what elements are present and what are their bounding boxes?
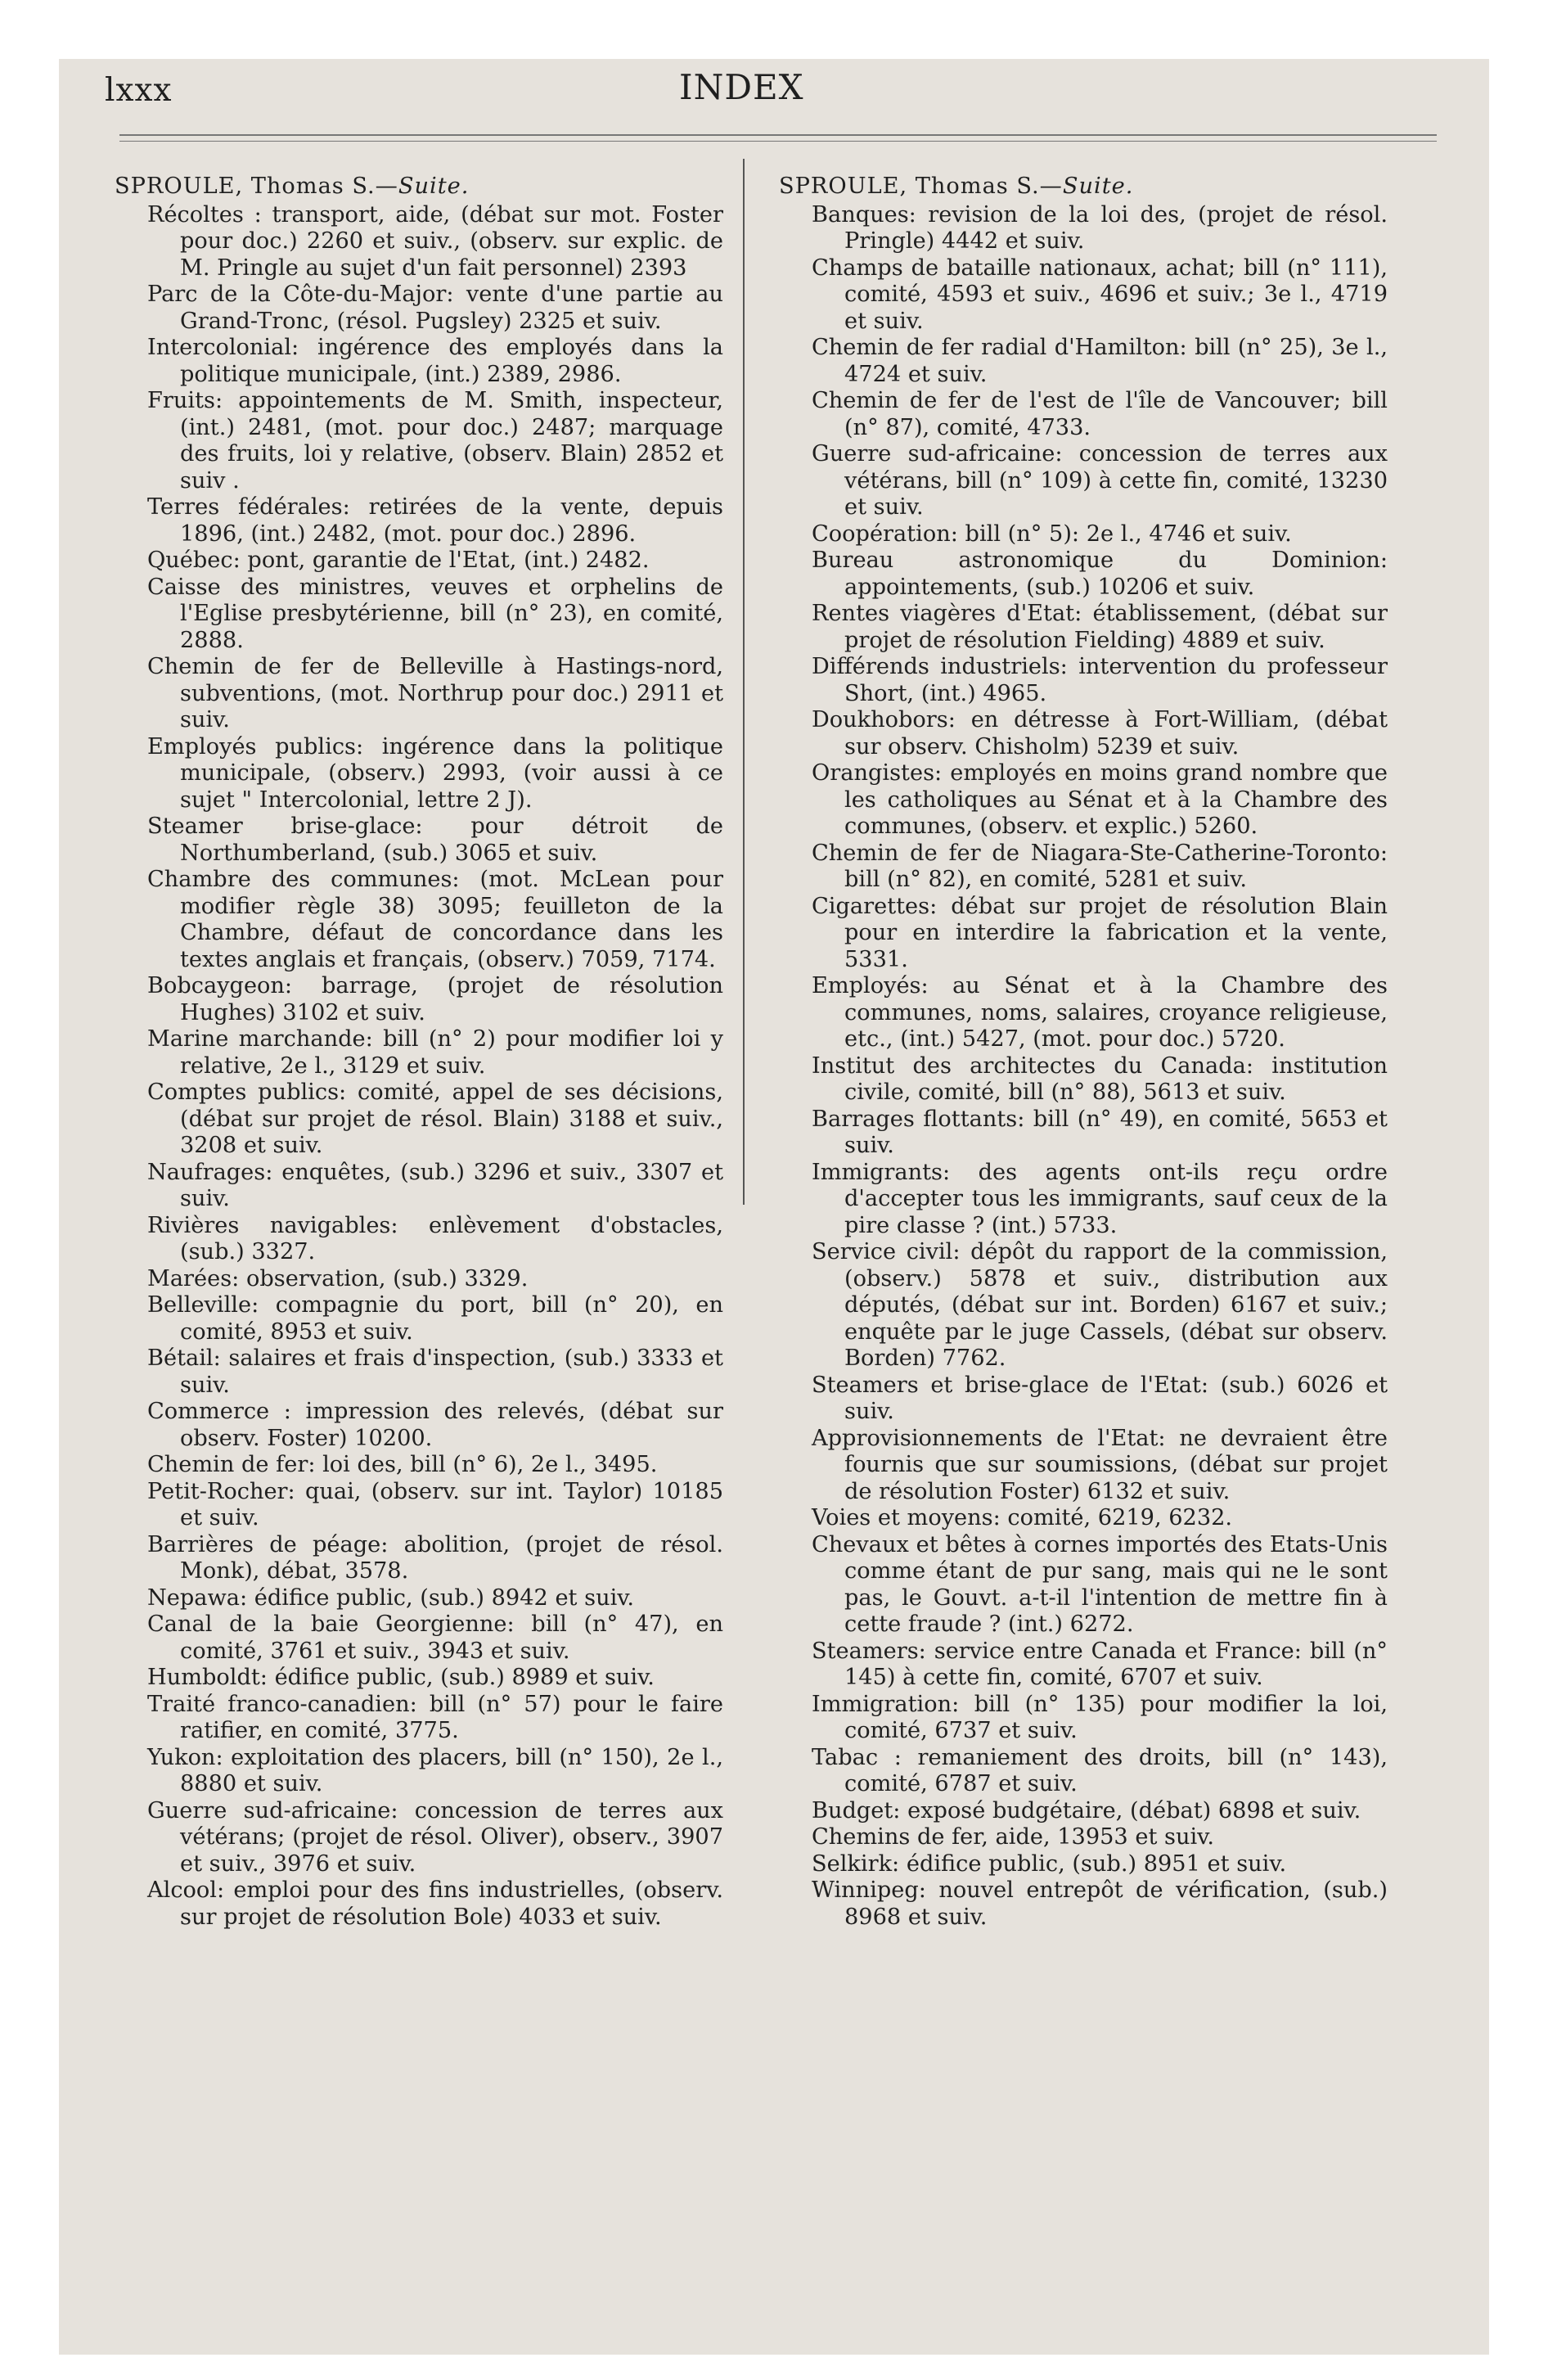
index-entry: Caisse des ministres, veuves et orphelins de l'Eglise presbytérienne, bill (n° 23), en comité, 2888. (147, 574, 723, 653)
page-title: INDEX (679, 67, 804, 107)
index-entry: Marées: observation, (sub.) 3329. (147, 1265, 529, 1291)
index-entry: Alcool: emploi pour des fins industrielles, (observ. sur projet de résolution Bole) 4033 et suiv. (147, 1877, 723, 1930)
index-entry: Employés: au Sénat et à la Chambre des communes, noms, salaires, croyance religieuse, etc., (int.) 5427, (mot. pour doc.) 5720. (812, 973, 1388, 1052)
index-entry: Steamer brise-glace: pour détroit de Northumberland, (sub.) 3065 et suiv. (147, 814, 723, 866)
heading-name: SPROULE, Thomas S.— (779, 174, 1063, 199)
index-entry: Approvisionnements de l'Etat: ne devraient être fournis que sur soumissions, (débat sur projet de résolution Foster) 6132 et suiv. (812, 1425, 1388, 1504)
index-entry: Employés publics: ingérence dans la politique municipale, (observ.) 2993, (voir aussi à ce sujet " Intercolonial, lettre 2 J). (147, 733, 723, 813)
index-entry: Tabac : remaniement des droits, bill (n° 143), comité, 6787 et suiv. (812, 1744, 1388, 1796)
heading-suite: Suite. (398, 174, 470, 199)
index-entry: Parc de la Côte-du-Major: vente d'une partie au Grand-Tronc, (résol. Pugsley) 2325 et suiv. (147, 282, 723, 334)
index-entry: Champs de bataille nationaux, achat; bill (n° 111), comité, 4593 et suiv., 4696 et suiv.; 3e l., 4719 et suiv. (812, 255, 1388, 334)
left-column (115, 174, 723, 1931)
index-entry: Chemins de fer, aide, 13953 et suiv. (812, 1824, 1214, 1850)
right-column (779, 174, 1388, 1931)
index-entry: Différends industriels: intervention du professeur Short, (int.) 4965. (812, 654, 1388, 706)
index-entry: Rivières navigables: enlèvement d'obstacles, (sub.) 3327. (147, 1212, 723, 1264)
index-entry: Fruits: appointements de M. Smith, inspecteur, (int.) 2481, (mot. pour doc.) 2487; marquage des fruits, loi y relative, (observ. Blain) 2852 et suiv . (147, 388, 723, 494)
index-entry: Petit-Rocher: quai, (observ. sur int. Taylor) 10185 et suiv. (147, 1478, 723, 1530)
entry-list (115, 202, 723, 1931)
index-entry: Voies et moyens: comité, 6219, 6232. (812, 1505, 1233, 1530)
index-entry: Guerre sud-africaine: concession de terres aux vétérans, bill (n° 109) à cette fin, comité, 13230 et suiv. (812, 441, 1388, 520)
index-entry: Budget: exposé budgétaire, (débat) 6898 et suiv. (812, 1797, 1361, 1823)
entry-list (779, 202, 1388, 1931)
index-entry: Chemin de fer: loi des, bill (n° 6), 2e l., 3495. (147, 1452, 658, 1477)
index-entry: Belleville: compagnie du port, bill (n° 20), en comité, 8953 et suiv. (147, 1292, 723, 1345)
index-entry: Chambre des communes: (mot. McLean pour modifier règle 38) 3095; feuilleton de la Chambre, défaut de concordance dans les textes anglais et français, (observ.) 7059, 7174. (147, 867, 723, 972)
index-entry: Immigration: bill (n° 135) pour modifier la loi, comité, 6737 et suiv. (812, 1691, 1388, 1743)
heading-suite: Suite. (1062, 174, 1134, 199)
index-entry: Service civil: dépôt du rapport de la commission, (observ.) 5878 et suiv., distribution aux députés, (débat sur int. Borden) 6167 et suiv.; enquête par le juge Cassels, (débat sur observ. Borden) 7762. (812, 1239, 1388, 1371)
index-entry: Naufrages: enquêtes, (sub.) 3296 et suiv., 3307 et suiv. (147, 1159, 723, 1211)
index-entry: Rentes viagères d'Etat: établissement, (débat sur projet de résolution Fielding) 4889 et suiv. (812, 601, 1388, 653)
index-entry: Guerre sud-africaine: concession de terres aux vétérans; (projet de résol. Oliver), observ., 3907 et suiv., 3976 et suiv. (147, 1797, 723, 1877)
heading-name: SPROULE, Thomas S.— (115, 174, 398, 199)
header-rule (119, 134, 1437, 136)
index-entry: Intercolonial: ingérence des employés dans la politique municipale, (int.) 2389, 2986. (147, 335, 723, 387)
index-entry: Nepawa: édifice public, (sub.) 8942 et suiv. (147, 1584, 635, 1611)
index-entry: Canal de la baie Georgienne: bill (n° 47), en comité, 3761 et suiv., 3943 et suiv. (147, 1611, 723, 1664)
index-entry: Bétail: salaires et frais d'inspection, (sub.) 3333 et suiv. (147, 1346, 723, 1398)
column-divider (743, 159, 745, 1205)
index-entry: Chemin de fer radial d'Hamilton: bill (n° 25), 3e l., 4724 et suiv. (812, 335, 1388, 387)
index-entry: Doukhobors: en détresse à Fort-William, (débat sur observ. Chisholm) 5239 et suiv. (812, 707, 1388, 760)
index-entry: Traité franco-canadien: bill (n° 57) pour le faire ratifier, en comité, 3775. (147, 1691, 723, 1743)
index-entry: Banques: revision de la loi des, (projet de résol. Pringle) 4442 et suiv. (812, 201, 1388, 254)
index-entry: Cigarettes: débat sur projet de résolution Blain pour en interdire la fabrication et la vente, 5331. (812, 893, 1388, 972)
index-entry: Immigrants: des agents ont-ils reçu ordre d'accepter tous les immigrants, sauf ceux de la pire classe ? (int.) 5733. (812, 1159, 1388, 1238)
entry-heading (115, 174, 723, 201)
index-entry: Yukon: exploitation des placers, bill (n° 150), 2e l., 8880 et suiv. (147, 1744, 723, 1796)
index-entry: Selkirk: édifice public, (sub.) 8951 et suiv. (812, 1850, 1287, 1877)
index-entry: Terres fédérales: retirées de la vente, depuis 1896, (int.) 2482, (mot. pour doc.) 2896. (147, 494, 723, 547)
index-entry: Marine marchande: bill (n° 2) pour modifier loi y relative, 2e l., 3129 et suiv. (147, 1026, 723, 1079)
index-entry: Chevaux et bêtes à cornes importés des Etats-Unis comme étant de pur sang, mais qui ne le sont pas, le Gouvt. a-t-il l'intention de mettre fin à cette fraude ? (int.) 6272. (812, 1531, 1388, 1637)
index-entry: Winnipeg: nouvel entrepôt de vérification, (sub.) 8968 et suiv. (812, 1877, 1388, 1930)
entry-heading (779, 174, 1388, 201)
index-entry: Humboldt: édifice public, (sub.) 8989 et suiv. (147, 1665, 655, 1690)
index-entry: Barrières de péage: abolition, (projet de résol. Monk), débat, 3578. (147, 1531, 723, 1584)
index-entry: Steamers et brise-glace de l'Etat: (sub.) 6026 et suiv. (812, 1372, 1388, 1424)
index-entry: Barrages flottants: bill (n° 49), en comité, 5653 et suiv. (812, 1106, 1388, 1158)
index-entry: Bureau astronomique du Dominion: appointements, (sub.) 10206 et suiv. (812, 548, 1388, 600)
index-entry: Chemin de fer de Belleville à Hastings-nord, subventions, (mot. Northrup pour doc.) 2911 et suiv. (147, 654, 723, 732)
index-entry: Récoltes : transport, aide, (débat sur mot. Foster pour doc.) 2260 et suiv., (observ. sur explic. de M. Pringle au sujet d'un fait personnel) 2393 (147, 201, 723, 281)
index-entry: Coopération: bill (n° 5): 2e l., 4746 et suiv. (812, 521, 1292, 547)
index-entry: Comptes publics: comité, appel de ses décisions, (débat sur projet de résol. Blain) 3188 et suiv., 3208 et suiv. (147, 1080, 723, 1158)
index-entry: Orangistes: employés en moins grand nombre que les catholiques au Sénat et à la Chambre des communes, (observ. et explic.) 5260. (812, 760, 1388, 839)
index-entry: Bobcaygeon: barrage, (projet de résolution Hughes) 3102 et suiv. (147, 973, 723, 1025)
index-entry: Chemin de fer de l'est de l'île de Vancouver; bill (n° 87), comité, 4733. (812, 388, 1388, 440)
index-entry: Steamers: service entre Canada et France: bill (n° 145) à cette fin, comité, 6707 et suiv. (812, 1638, 1388, 1690)
index-entry: Québec: pont, garantie de l'Etat, (int.) 2482. (147, 548, 650, 573)
header-rule-thin (119, 141, 1437, 142)
index-entry: Chemin de fer de Niagara-Ste-Catherine-Toronto: bill (n° 82), en comité, 5281 et suiv. (812, 840, 1388, 892)
index-entry: Commerce : impression des relevés, (débat sur observ. Foster) 10200. (147, 1399, 723, 1451)
index-entry: Institut des architectes du Canada: institution civile, comité, bill (n° 88), 5613 et suiv. (812, 1053, 1388, 1105)
page-number: lxxx (105, 72, 173, 109)
